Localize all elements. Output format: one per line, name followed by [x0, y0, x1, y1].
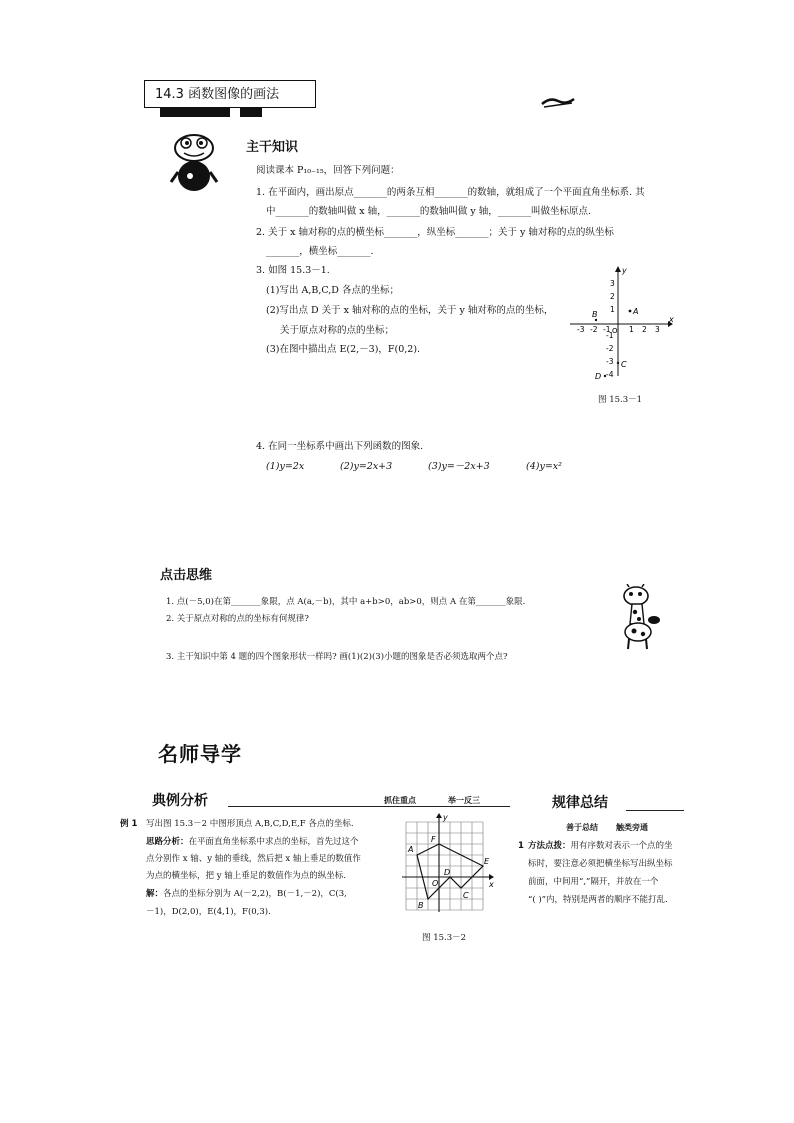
fig1-x-tick: 2	[642, 325, 647, 334]
thinking-question-1: 1. 点(－5,0)在第_______象限，点 A(a,－b)，其中 a+b>0，ab>0，则点 A 在第_______象限.	[166, 597, 526, 607]
question-4-item-1: (1)y=2x	[266, 461, 305, 472]
example-line-1: 写出图 15.3－2 中图形顶点 A,B,C,D,E,F 各点的坐标.	[146, 819, 354, 829]
guide-title: 名师导学	[158, 742, 242, 766]
fig2-x-label: x	[489, 880, 494, 889]
example-analysis-rule	[228, 806, 510, 807]
fig2-point-d-label: D	[444, 868, 451, 877]
fig1-y-tick: 2	[610, 292, 615, 301]
giraffe-mascot-icon	[616, 584, 662, 650]
fig1-y-tick: 1	[610, 305, 615, 314]
rules-tag-2: 触类旁通	[616, 823, 648, 832]
frog-mascot-icon	[168, 132, 220, 194]
example-label: 例 1	[120, 819, 138, 829]
fig1-y-tick: -1	[606, 331, 614, 340]
figure-15-3-2	[398, 812, 498, 916]
rules-line-4: “( )”内，特别是两者的顺序不能打乱.	[528, 895, 668, 905]
rules-line-1	[528, 840, 673, 852]
thinking-question-2: 2. 关于原点对称的点的坐标有何规律?	[166, 614, 309, 624]
think-label: 思路分析：	[146, 837, 189, 847]
fig1-y-tick: -4	[606, 370, 614, 379]
question-3-part-b-2: 关于原点对称的点的坐标；	[280, 325, 395, 336]
fig1-point-c	[617, 362, 619, 364]
rules-point-text: 用有序数对表示一个点的坐	[570, 841, 673, 851]
fig2-point-b-label: B	[418, 901, 424, 910]
figure-15-3-1-caption: 图 15.3－1	[598, 395, 643, 405]
fig1-point-c-label: C	[621, 360, 627, 369]
fig2-point-f-label: F	[431, 835, 436, 844]
main-knowledge-title: 主干知识	[246, 140, 299, 155]
header-ornament	[540, 94, 576, 108]
example-line-2	[146, 836, 359, 848]
fig2-origin: O	[432, 879, 439, 888]
solve-text: 各点的坐标分别为 A(－2,2)，B(－1,－2)，C(3,	[163, 889, 347, 899]
rules-tag-1: 善于总结	[566, 823, 598, 832]
fig1-x-tick: -2	[590, 325, 598, 334]
rules-summary-title: 规律总结	[552, 795, 608, 811]
fig2-y-arrow	[436, 813, 442, 818]
header-banner-remnant	[160, 104, 270, 116]
fig1-y-tick: -2	[606, 344, 614, 353]
question-2-line-2: _______，横坐标_______.	[266, 246, 374, 257]
question-2-line-1: 2. 关于 x 轴对称的点的横坐标_______，纵坐标_______；关于 y 轴对称的点的纵坐标	[256, 227, 614, 238]
fig2-point-a-label: A	[408, 845, 414, 854]
figure-15-3-1	[566, 264, 678, 384]
fig1-y-tick: -3	[606, 357, 614, 366]
think-text: 在平面直角坐标系中求点的坐标，首先过这个	[188, 837, 359, 847]
question-3-part-c: (3)在图中描出点 E(2,－3)，F(0,2).	[266, 344, 421, 355]
question-1-line-2: 中_______的数轴叫做 x 轴，_______的数轴叫做 y 轴，_______叫做坐标原点.	[266, 206, 592, 217]
fig1-x-tick: 1	[629, 325, 634, 334]
fig1-x-tick: -3	[577, 325, 585, 334]
question-4-item-2: (2)y=2x+3	[340, 461, 393, 472]
fig1-point-d	[604, 375, 606, 377]
fig2-point-e-label: E	[484, 857, 490, 866]
fig1-point-b-label: B	[592, 310, 598, 319]
fig2-point-c-label: C	[463, 891, 469, 900]
thinking-question-3: 3. 主干知识中第 4 题的四个图象形状一样吗? 画(1)(2)(3)小题的图象是否必须选取两个点?	[166, 652, 508, 662]
rules-point-label: 方法点拨：	[528, 841, 571, 851]
question-4-item-4: (4)y=x²	[526, 461, 562, 472]
fig1-x-tick: -1	[603, 325, 611, 334]
fig1-point-b	[595, 319, 597, 321]
example-line-6: －1)，D(2,0)，E(4,1)，F(0,3).	[146, 907, 271, 917]
fig1-y-arrow	[615, 266, 621, 272]
example-line-4: 为点的横坐标，把 y 轴上垂足的数值作为点的纵坐标.	[146, 871, 346, 881]
example-line-3: 点分别作 x 轴、y 轴的垂线，然后把 x 轴上垂足的数值作	[146, 854, 361, 864]
fig1-x-tick: 3	[655, 325, 660, 334]
solve-label: 解：	[146, 889, 164, 899]
rules-line-3: 前面，中间用“,”隔开，并放在一个	[528, 877, 659, 887]
fig1-y-tick: 3	[610, 279, 615, 288]
figure-15-3-2-caption: 图 15.3－2	[422, 933, 467, 943]
fig1-point-d-label: D	[595, 372, 602, 381]
fig2-y-label: y	[443, 813, 448, 822]
question-4-title: 4. 在同一坐标系中画出下列函数的图象.	[256, 441, 424, 452]
question-4-item-3: (3)y=－2x+3	[428, 461, 490, 472]
rules-summary-rule	[626, 810, 684, 811]
rules-item-number: 1	[518, 841, 524, 851]
banner-remnant-graphic	[160, 107, 270, 119]
fig1-origin: O	[612, 327, 618, 335]
fig2-grid	[406, 822, 483, 910]
rules-line-2: 标时，要注意必须把横坐标写出纵坐标	[528, 859, 673, 869]
question-3-part-a: (1)写出 A,B,C,D 各点的坐标；	[266, 285, 399, 296]
fig1-point-a-label: A	[633, 307, 639, 316]
question-3-part-b: (2)写出点 D 关于 x 轴对称的点的坐标，关于 y 轴对称的点的坐标，	[266, 305, 554, 316]
ornament-icon	[540, 95, 576, 109]
fig1-point-a	[629, 310, 632, 313]
example-tag-1: 抓住重点	[384, 796, 416, 805]
example-tag-2: 举一反三	[448, 796, 480, 805]
fig1-y-label: y	[622, 266, 627, 275]
example-analysis-title: 典例分析	[152, 793, 208, 809]
thinking-title: 点击思维	[160, 568, 213, 583]
lesson-title: 14.3 函数图像的画法	[155, 87, 280, 102]
question-1-line-1: 1. 在平面内，画出原点_______的两条互相_______的数轴，就组成了一个平面直角坐标系. 其	[256, 187, 645, 198]
fig1-x-label: x	[669, 315, 674, 324]
main-knowledge-intro: 阅读课本 P₁₀₋₁₅，回答下列问题：	[256, 165, 400, 176]
example-line-5	[146, 888, 347, 900]
question-3-title: 3. 如图 15.3－1.	[256, 265, 330, 276]
